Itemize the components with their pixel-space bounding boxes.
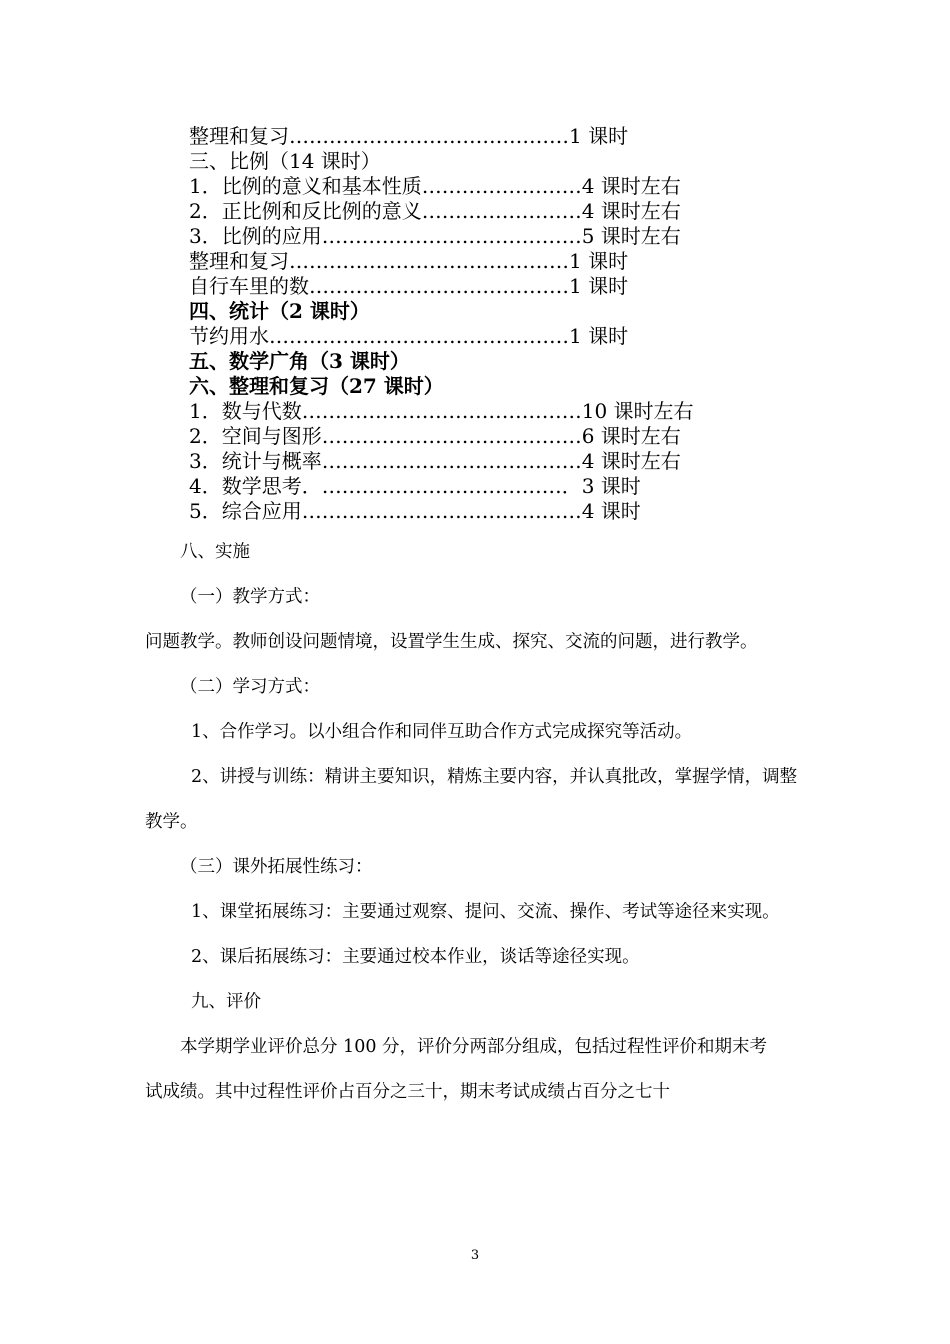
paragraph: 2、课后拓展练习：主要通过校本作业，谈话等途径实现。: [191, 947, 640, 967]
toc-item: 自行车里的数…………………………………1 课时: [189, 274, 629, 298]
toc-item: 3．比例的应用…………………………………5 课时左右: [189, 224, 681, 248]
toc-section-heading: 六、整理和复习（27 课时）: [189, 374, 444, 398]
paragraph: 1、课堂拓展练习：主要通过观察、提问、交流、操作、考试等途径来实现。: [191, 902, 780, 922]
subsection-heading: （三）课外拓展性练习：: [180, 857, 373, 877]
paragraph: 试成绩。其中过程性评价占百分之三十，期末考试成绩占百分之七十: [145, 1082, 670, 1102]
toc-section-heading: 四、统计（2 课时）: [189, 299, 370, 323]
toc-item: 1．数与代数……………………………………10 课时左右: [189, 399, 694, 423]
section-heading: 九、评价: [191, 992, 261, 1012]
toc-item: 整理和复习……………………………………1 课时: [189, 249, 629, 273]
paragraph: 1、合作学习。以小组合作和同伴互助合作方式完成探究等活动。: [191, 722, 693, 742]
toc-section-heading: 三、比例（14 课时）: [189, 149, 381, 173]
section-heading: 八、实施: [180, 542, 250, 562]
paragraph: 2、讲授与训练：精讲主要知识，精炼主要内容，并认真批改，掌握学情，调整: [191, 767, 798, 787]
toc-item: 整理和复习……………………………………1 课时: [189, 124, 629, 148]
subsection-heading: （二）学习方式：: [180, 677, 320, 697]
page-number: 3: [470, 1248, 480, 1263]
subsection-heading: （一）教学方式：: [180, 587, 320, 607]
toc-section-heading: 五、数学广角（3 课时）: [189, 349, 410, 373]
toc-item: 3．统计与概率…………………………………4 课时左右: [189, 449, 681, 473]
toc-item: 节约用水………………………………………1 课时: [189, 324, 629, 348]
toc-item: 2．正比例和反比例的意义……………………4 课时左右: [189, 199, 681, 223]
toc-item: 1．比例的意义和基本性质……………………4 课时左右: [189, 174, 681, 198]
paragraph: 教学。: [145, 812, 198, 832]
paragraph: 问题教学。教师创设问题情境，设置学生生成、探究、交流的问题，进行教学。: [145, 632, 758, 652]
paragraph: 本学期学业评价总分 100 分，评价分两部分组成，包括过程性评价和期末考: [180, 1037, 768, 1057]
toc-item: 4．数学思考．………………………………．3 课时: [189, 474, 641, 498]
toc-item: 2．空间与图形…………………………………6 课时左右: [189, 424, 681, 448]
toc-item: 5．综合应用……………………………………4 课时: [189, 499, 641, 523]
